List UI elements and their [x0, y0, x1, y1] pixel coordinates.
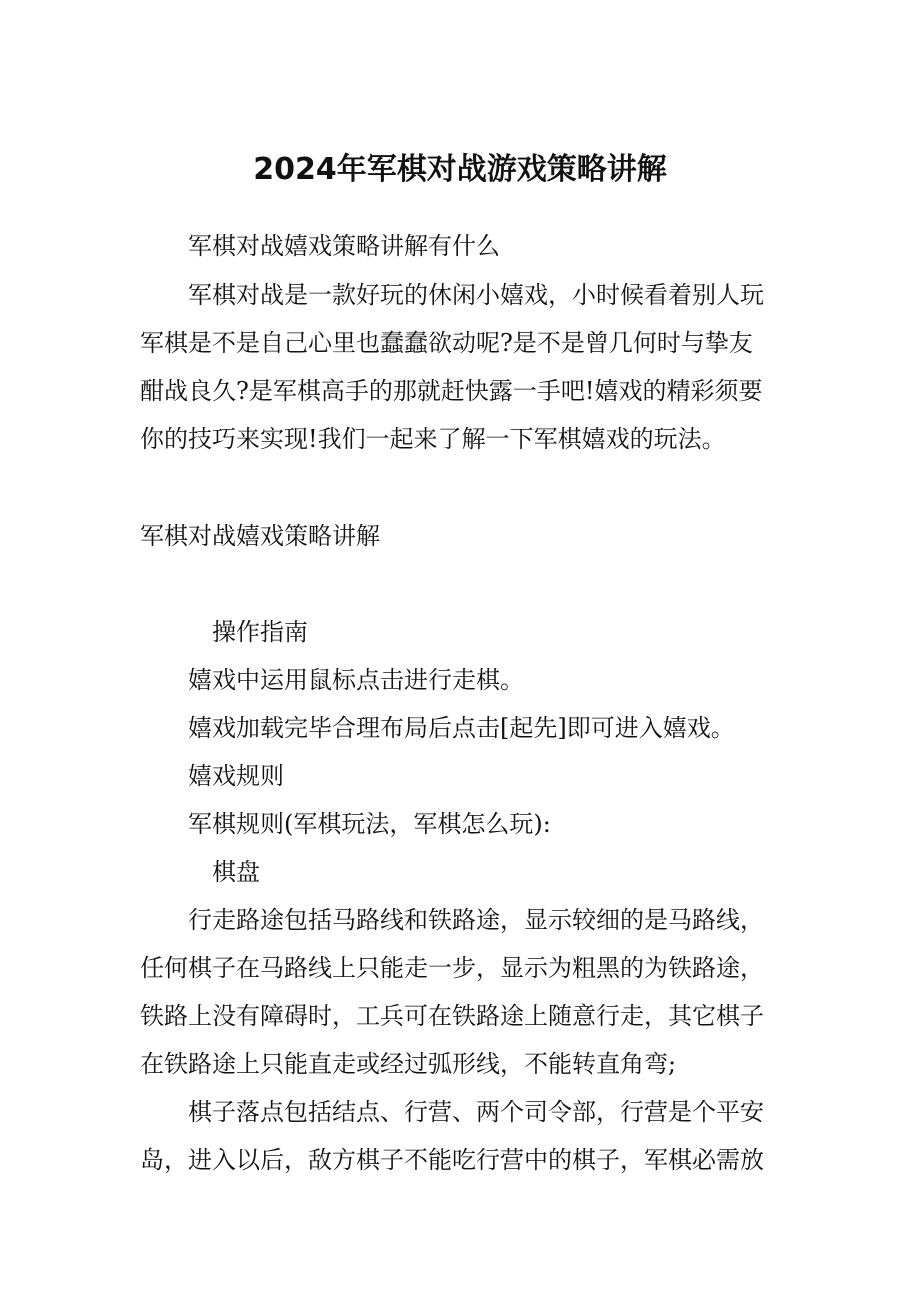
intro-line-1: 军棋对战是一款好玩的休闲小嬉戏，小时候看着别人玩 [188, 281, 764, 309]
points-paragraph [140, 1088, 800, 1184]
board-heading: 棋盘 [212, 858, 260, 886]
guide-line-2: 嬉戏加载完毕合理布局后点击[起先]即可进入嬉戏。 [188, 714, 735, 742]
intro-line-2: 军棋是不是自己心里也蠢蠢欲动呢?是不是曾几何时与挚友 [140, 329, 753, 357]
points-line-1: 棋子落点包括结点、行营、两个司令部，行营是个平安 [188, 1098, 764, 1126]
intro-heading: 军棋对战嬉戏策略讲解有什么 [188, 232, 500, 260]
intro-line-3: 酣战良久?是军棋高手的那就赶快露一手吧!嬉戏的精彩须要 [140, 377, 763, 405]
intro-line-4: 你的技巧来实现!我们一起来了解一下军棋嬉戏的玩法。 [140, 425, 726, 453]
board-line-1: 行走路途包括马路线和铁路途，显示较细的是马路线， [188, 906, 764, 934]
section-heading: 军棋对战嬉戏策略讲解 [140, 522, 380, 550]
document-title: 2024年军棋对战游戏策略讲解 [253, 152, 667, 187]
board-line-4: 在铁路途上只能直走或经过弧形线，不能转直角弯; [140, 1050, 677, 1078]
rules-intro: 军棋规则(军棋玩法，军棋怎么玩): [188, 810, 551, 838]
board-line-3: 铁路上没有障碍时，工兵可在铁路途上随意行走，其它棋子 [140, 1002, 764, 1030]
board-line-2: 任何棋子在马路线上只能走一步，显示为粗黑的为铁路途， [140, 954, 764, 982]
guide-heading: 操作指南 [212, 618, 308, 646]
guide-line-1: 嬉戏中运用鼠标点击进行走棋。 [188, 666, 524, 694]
board-paragraph [140, 896, 800, 1088]
intro-paragraph [140, 271, 800, 463]
points-line-2: 岛，进入以后，敌方棋子不能吃行营中的棋子，军棋必需放 [140, 1146, 764, 1174]
rules-heading: 嬉戏规则 [188, 762, 284, 790]
